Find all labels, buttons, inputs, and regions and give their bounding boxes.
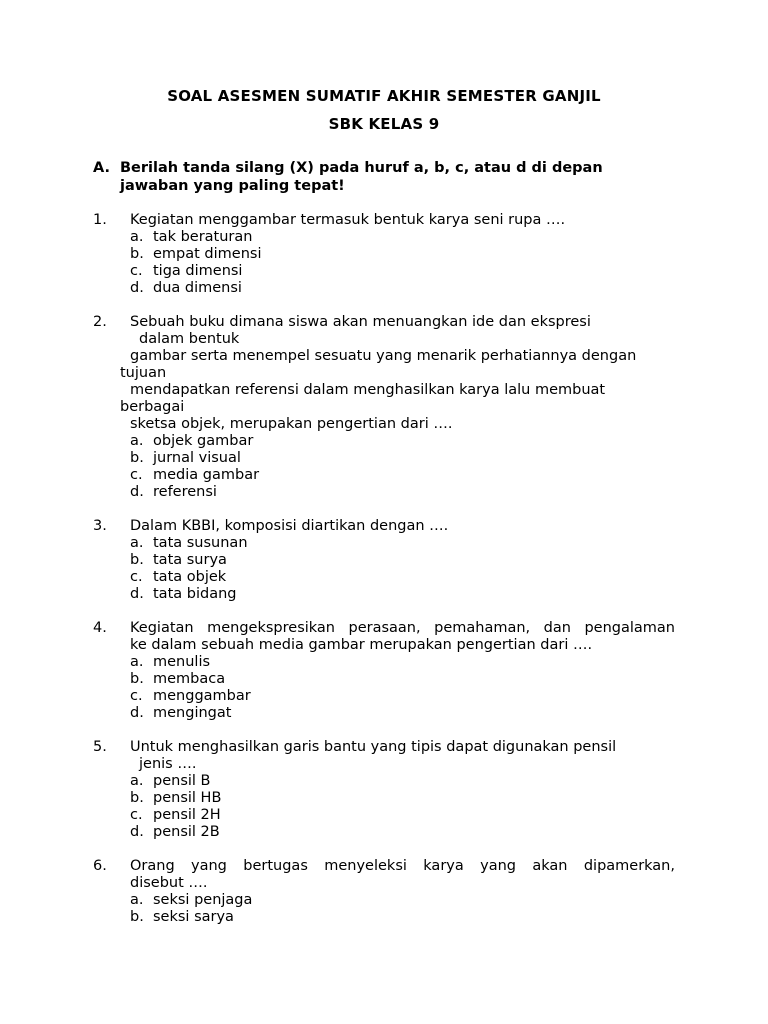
option-a[interactable] bbox=[130, 773, 210, 790]
question-text: gambar serta menempel sesuatu yang menarik perhatiannya dengan bbox=[130, 348, 637, 364]
question-text: sketsa objek, merupakan pengertian dari …. bbox=[130, 416, 453, 432]
option-letter: b. bbox=[130, 909, 144, 925]
question-text: Untuk menghasilkan garis bantu yang tipis dapat digunakan pensil bbox=[130, 739, 617, 755]
option-b[interactable] bbox=[130, 790, 221, 807]
question-text: Kegiatan menggambar termasuk bentuk karya seni rupa …. bbox=[130, 212, 566, 228]
option-c[interactable] bbox=[130, 263, 242, 280]
option-text: seksi sarya bbox=[153, 909, 234, 925]
option-text: tata surya bbox=[153, 552, 227, 568]
question-text: Sebuah buku dimana siswa akan menuangkan ide dan ekspresi bbox=[130, 314, 591, 330]
option-text: tak beraturan bbox=[153, 229, 253, 245]
option-letter: b. bbox=[130, 552, 144, 568]
question-text: Dalam KBBI, komposisi diartikan dengan …. bbox=[130, 518, 449, 534]
option-text: dua dimensi bbox=[153, 280, 242, 296]
option-d[interactable] bbox=[130, 824, 220, 841]
option-text: objek gambar bbox=[153, 433, 254, 449]
question-text: Orang yang bertugas menyeleksi karya yang akan dipamerkan, bbox=[130, 858, 675, 874]
option-c[interactable] bbox=[130, 688, 251, 705]
option-text: pensil HB bbox=[153, 790, 222, 806]
section-letter: A. bbox=[93, 160, 110, 176]
option-letter: a. bbox=[130, 892, 144, 908]
option-letter: a. bbox=[130, 654, 144, 670]
option-d[interactable] bbox=[130, 705, 231, 722]
option-text: seksi penjaga bbox=[153, 892, 253, 908]
question-text: disebut …. bbox=[130, 875, 208, 891]
option-text: empat dimensi bbox=[153, 246, 262, 262]
option-text: membaca bbox=[153, 671, 226, 687]
option-text: tata objek bbox=[153, 569, 227, 585]
option-letter: d. bbox=[130, 824, 144, 840]
option-b[interactable] bbox=[130, 450, 241, 467]
option-text: tata susunan bbox=[153, 535, 248, 551]
question-text: dalam bentuk bbox=[139, 331, 240, 347]
option-text: pensil 2B bbox=[153, 824, 220, 840]
question-text-block bbox=[130, 858, 675, 892]
question-number: 3. bbox=[93, 518, 107, 534]
option-letter: d. bbox=[130, 280, 144, 296]
option-text: media gambar bbox=[153, 467, 260, 483]
option-text: menggambar bbox=[153, 688, 251, 704]
question-number: 4. bbox=[93, 620, 107, 636]
option-text: tiga dimensi bbox=[153, 263, 243, 279]
option-text: referensi bbox=[153, 484, 217, 500]
question-text: ke dalam sebuah media gambar merupakan pengertian dari …. bbox=[130, 637, 593, 653]
option-a[interactable] bbox=[130, 654, 210, 671]
option-letter: c. bbox=[130, 807, 143, 823]
option-a[interactable] bbox=[130, 229, 252, 246]
page-subtitle: SBK KELAS 9 bbox=[328, 115, 440, 133]
option-b[interactable] bbox=[130, 909, 234, 926]
option-c[interactable] bbox=[130, 807, 221, 824]
option-text: menulis bbox=[153, 654, 211, 670]
option-text: jurnal visual bbox=[153, 450, 241, 466]
question-number: 6. bbox=[93, 858, 107, 874]
option-d[interactable] bbox=[130, 586, 236, 603]
question-text: tujuan bbox=[120, 365, 167, 381]
option-letter: b. bbox=[130, 671, 144, 687]
instruction-line: Berilah tanda silang (X) pada huruf a, b, c, atau d di depan bbox=[120, 160, 603, 176]
option-letter: c. bbox=[130, 569, 143, 585]
option-letter: b. bbox=[130, 790, 144, 806]
option-letter: b. bbox=[130, 450, 144, 466]
question-text: berbagai bbox=[120, 399, 185, 415]
option-letter: c. bbox=[130, 467, 143, 483]
option-letter: a. bbox=[130, 773, 144, 789]
instruction-line: jawaban yang paling tepat! bbox=[120, 178, 345, 194]
option-a[interactable] bbox=[130, 892, 252, 909]
option-a[interactable] bbox=[130, 535, 248, 552]
option-letter: c. bbox=[130, 688, 143, 704]
question-text: jenis …. bbox=[139, 756, 197, 772]
option-letter: d. bbox=[130, 586, 144, 602]
option-b[interactable] bbox=[130, 552, 227, 569]
option-text: pensil 2H bbox=[153, 807, 221, 823]
question-text: Kegiatan mengekspresikan perasaan, pemahaman, dan pengalaman bbox=[130, 620, 675, 636]
option-d[interactable] bbox=[130, 484, 217, 501]
option-letter: d. bbox=[130, 484, 144, 500]
option-text: pensil B bbox=[153, 773, 211, 789]
option-letter: a. bbox=[130, 229, 144, 245]
option-b[interactable] bbox=[130, 246, 261, 263]
question-number: 5. bbox=[93, 739, 107, 755]
question-text-block bbox=[130, 620, 675, 654]
option-text: tata bidang bbox=[153, 586, 237, 602]
option-a[interactable] bbox=[130, 433, 253, 450]
option-text: mengingat bbox=[153, 705, 232, 721]
option-letter: d. bbox=[130, 705, 144, 721]
option-c[interactable] bbox=[130, 569, 226, 586]
option-b[interactable] bbox=[130, 671, 225, 688]
option-letter: b. bbox=[130, 246, 144, 262]
page-title: SOAL ASESMEN SUMATIF AKHIR SEMESTER GANJIL bbox=[167, 87, 601, 105]
option-c[interactable] bbox=[130, 467, 259, 484]
option-letter: c. bbox=[130, 263, 143, 279]
option-letter: a. bbox=[130, 433, 144, 449]
option-letter: a. bbox=[130, 535, 144, 551]
question-text: mendapatkan referensi dalam menghasilkan karya lalu membuat bbox=[130, 382, 606, 398]
question-number: 1. bbox=[93, 212, 107, 228]
question-number: 2. bbox=[93, 314, 107, 330]
option-d[interactable] bbox=[130, 280, 242, 297]
